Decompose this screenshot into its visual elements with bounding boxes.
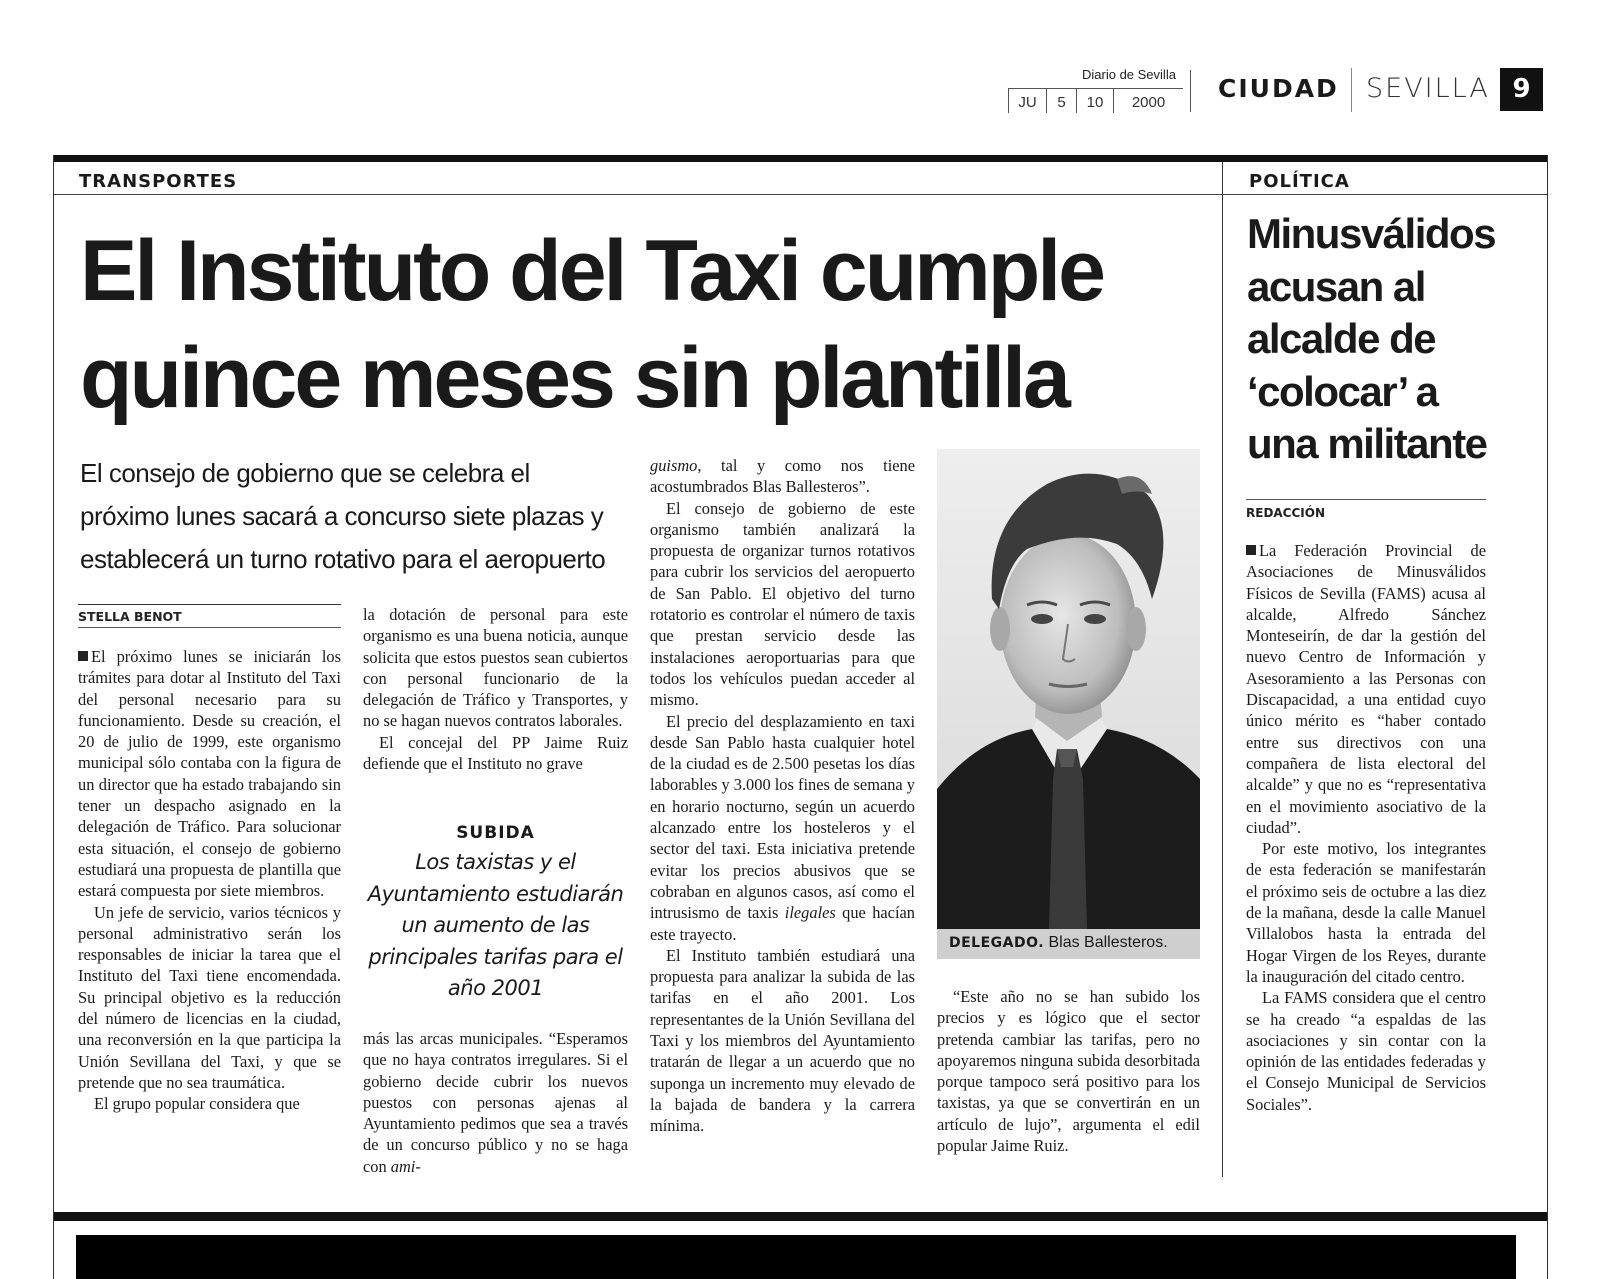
- pull-quote-kicker: SUBIDA: [456, 823, 535, 843]
- divider: [1190, 70, 1191, 112]
- main-headline: [80, 218, 1180, 432]
- caption-label: DELEGADO.: [949, 935, 1045, 951]
- date-year: 2000: [1113, 89, 1183, 113]
- paragraph: “Este año no se han subido los precios y es lógico que el sector pretenda cambiar las tarifas, pero no apoyaremos ninguna subida desorbitada porque tampoco será positivo para los taxistas, ya que se convertirán en un artículo de lujo”, argumenta el edil popular Jaime Ruiz.: [937, 987, 1200, 1156]
- photo-caption: [937, 929, 1200, 959]
- newspaper-name: Diario de Sevilla: [1082, 67, 1176, 82]
- headline-line: El Instituto del Taxi cumple: [80, 223, 1103, 319]
- date-month: 10: [1076, 89, 1113, 113]
- side-body-column: [1246, 540, 1486, 1115]
- deck-line: próximo lunes sacará a concurso siete plazas y: [80, 501, 604, 531]
- city-name: SEVILLA: [1366, 73, 1490, 104]
- author-byline: STELLA BENOT: [78, 604, 341, 628]
- advertisement-block: [76, 1235, 1516, 1279]
- article-deck: [80, 452, 640, 581]
- side-byline: REDACCIÓN: [1246, 499, 1486, 520]
- divider: [1351, 68, 1352, 112]
- body-column-2-top: [363, 604, 628, 774]
- paragraph: La Federación Provincial de Asociaciones de Minusválidos Físicos de Sevilla (FAMS) acusa al alcalde, Alfredo Sánchez Monteseirín, de dar la gestión del nuevo Centro de Información y Asesoramiento a las Personas con Discapacidad, a una entidad cuyo único mérito es “haber contado entre sus directivos con una compañera de lista electoral del alcalde” y que no es “representativa en el movimiento asociativo de la ciudad”.: [1246, 541, 1486, 837]
- side-article-kicker: POLÍTICA: [1249, 171, 1350, 192]
- pull-quote: [363, 823, 628, 1005]
- pull-quote-text: Los taxistas y el Ayuntamiento estudiarán un aumento de las principales tarifas para el año 2001: [367, 850, 624, 1000]
- side-headline: Minusválidos acusan al alcalde de ‘colocar’ a una militante: [1247, 210, 1496, 467]
- body-column-2-bottom: [363, 1028, 628, 1177]
- deck-line: establecerá un turno rotativo para el aeropuerto: [80, 544, 606, 574]
- portrait-illustration: [937, 449, 1200, 929]
- body-column-4: [937, 986, 1200, 1156]
- paragraph: El Instituto también estudiará una propuesta para analizar la subida de las tarifas en el año 2001. Los representantes de la Unión Sevillana del Taxi y los miembros del Ayuntamiento tratarán de llegar a un acuerdo que no suponga un incremento muy elevado de la bajada de bandera y la carrera mínima.: [650, 945, 915, 1136]
- page-number: 9: [1500, 68, 1543, 111]
- deck-line: El consejo de gobierno que se celebra el: [80, 458, 530, 488]
- paragraph: Por este motivo, los integrantes de esta federación se manifestarán el próximo seis de octubre a las diez de la mañana, desde la calle Manuel Villalobos hasta la entrada del Hogar Virgen de los Reyes, durante la inauguración del citado centro.: [1246, 839, 1486, 986]
- paragraph: Un jefe de servicio, varios técnicos y personal administrativo serán los responsables de iniciar la tarea que el Instituto del Taxi tiene encomendada. Su principal objetivo es la reducción del número de licencias en la ciudad, una reconversión en la que participa la Unión Sevillana del Taxi, y que se pretende que no sea traumática.: [78, 902, 341, 1092]
- bottom-rule: [54, 1212, 1547, 1221]
- main-article-kicker: TRANSPORTES: [79, 171, 238, 192]
- paragraph: más las arcas municipales. “Esperamos que no haya contratos irregulares. Si el gobierno decide cubrir los nuevos puestos con personas ajenas al Ayuntamiento pedimos que sea a través de un concurso público y no se haga con ami-: [363, 1029, 628, 1176]
- paragraph: La FAMS considera que el centro se ha creado “a espaldas de las asociaciones y sin contar con la opinión de las entidades federadas y el Consejo Municipal de Servicios Sociales”.: [1246, 988, 1486, 1114]
- paragraph: El precio del desplazamiento en taxi desde San Pablo hasta cualquier hotel de la ciudad es de 2.500 pesetas los días laborables y 3.000 los fines de semana y en horario nocturno, según un acuerdo alcanzado entre los hosteleros y el sector del taxi. Esta iniciativa pretende evitar los precios abusivos que se cobraban en algunos casos, así como el intrusismo de taxis ilegales que hacían este trayecto.: [650, 711, 915, 944]
- date-bar: [1008, 88, 1183, 113]
- kicker-row: [54, 162, 1547, 195]
- caption-text: Blas Ballesteros.: [1044, 934, 1168, 951]
- paragraph: El grupo popular considera que: [94, 1094, 300, 1114]
- headline-line: quince meses sin plantilla: [80, 330, 1068, 426]
- date-day: 5: [1046, 89, 1076, 113]
- body-column-3: [650, 455, 915, 1137]
- page-masthead: [1000, 60, 1545, 120]
- paragraph: El concejal del PP Jaime Ruiz defiende que el Instituto no grave: [363, 732, 628, 774]
- bullet-square-icon: [78, 651, 88, 661]
- section-name: CIUDAD: [1218, 74, 1339, 103]
- bullet-square-icon: [1246, 545, 1256, 555]
- portrait-photo: [937, 449, 1200, 929]
- paragraph: El próximo lunes se iniciarán los trámites para dotar al Instituto del Taxi del personal necesario para su funcionamiento. Desde su creación, el 20 de julio de 1999, este organismo municipal sólo contaba con la figura de un director que ha estado trabajando sin tener un despacho asignado en la delegación de Tráfico. Para solucionar esta situación, el consejo de gobierno estudiará una propuesta de plantilla que estará compuesta por siete miembros.: [78, 647, 341, 901]
- date-weekday: JU: [1008, 89, 1046, 113]
- paragraph: guismo, tal y como nos tiene acostumbrados Blas Ballesteros”.: [650, 456, 915, 497]
- body-column-1: [78, 646, 341, 1115]
- paragraph: la dotación de personal para este organismo es una buena noticia, aunque solicita que estos puestos sean cubiertos con personal funcionario de la delegación de Tráfico y Transportes, y no se hagan nuevos contratos laborales.: [363, 605, 628, 731]
- paragraph: El consejo de gobierno de este organismo también analizará la propuesta de organizar turnos rotativos para cubrir los servicios del aeropuerto de San Pablo. El objetivo del turno rotatorio es controlar el número de taxis que prestan servicio desde las instalaciones aeroportuarias para que todos los vehículos puedan acceder al mismo.: [650, 498, 915, 710]
- column-divider: [1222, 162, 1223, 1177]
- top-rule: [54, 155, 1547, 162]
